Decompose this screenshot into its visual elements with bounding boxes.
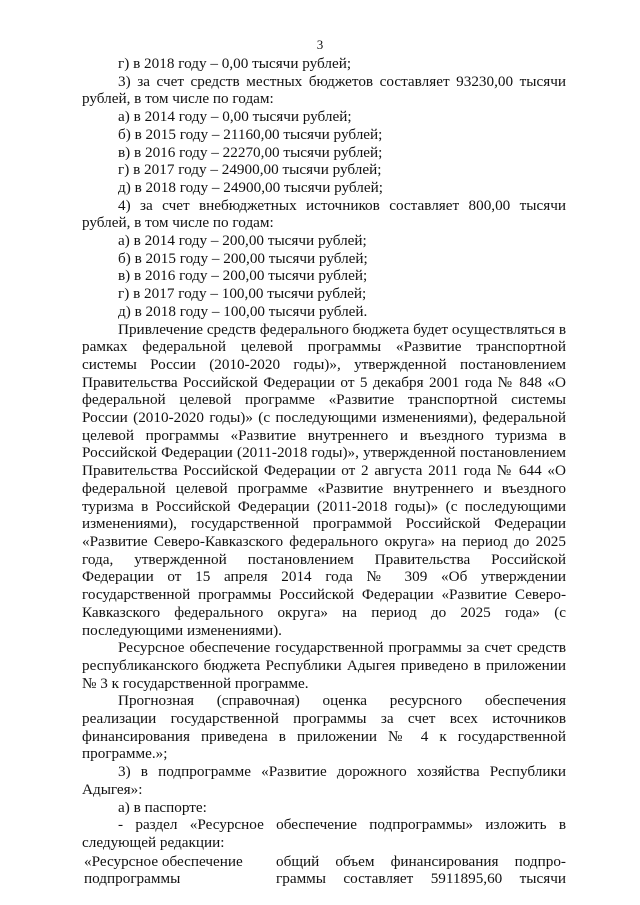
paragraph: а) в 2014 году – 200,00 тысячи рублей;: [118, 232, 367, 250]
paragraph: 4) за счет внебюджетных источников составляет 800,00 тысячи рублей, в том числе по годам:: [82, 196, 566, 232]
document-body: [82, 55, 566, 888]
table-cell-value: [276, 853, 566, 888]
paragraph: Прогнозная (справочная) оценка ресурсного обеспечения реализации государственной программы за счет всех источников финансирования приведена в приложении № 4 к государственной программе.»;: [82, 692, 566, 763]
paragraph: г) в 2017 году – 100,00 тысячи рублей;: [118, 285, 367, 303]
paragraph: б) в 2015 году – 200,00 тысячи рублей;: [118, 249, 368, 267]
paragraph: в) в 2016 году – 22270,00 тысячи рублей;: [118, 143, 383, 161]
paragraph: 3) за счет средств местных бюджетов составляет 93230,00 тысячи рублей, в том числе по годам:: [82, 72, 566, 108]
paragraph: б) в 2015 году – 21160,00 тысячи рублей;: [118, 125, 383, 143]
table-cell-label: «Ресурсное обеспечение подпрограммы: [84, 852, 243, 888]
paragraph: Ресурсное обеспечение государственной программы за счет средств республиканского бюджета Республики Адыгея приведено в приложении № 3 к государственной программе.: [82, 639, 566, 692]
table-cell-value-line: общий объем финансирования подпро-: [276, 852, 566, 870]
paragraph: д) в 2018 году – 24900,00 тысячи рублей;: [118, 178, 383, 196]
paragraph: в) в 2016 году – 200,00 тысячи рублей;: [118, 267, 368, 285]
paragraph: а) в 2014 году – 0,00 тысячи рублей;: [118, 108, 352, 126]
resource-table-row: [82, 853, 566, 888]
table-cell-value-line: граммы составляет 5911895,60 тысячи: [276, 870, 566, 888]
paragraph: Привлечение средств федерального бюджета будет осуществляться в рамках федеральной целевой программы «Развитие транспортной системы России (2010-2020 годы)», утвержденной постановлением Правительства Российской Федерации от 5 декабря 2001 года № 848 «О федеральной целевой программе «Развитие транспортной системы России (2010-2020 годы)» (с последующими изменениями), федеральной целевой программы «Развитие внутреннего и въездного туризма в Российской Федерации (2011-2018 годы)», утвержденной постановлением Правительства Российской Федерации от 2 августа 2011 года № 644 «О федеральной целевой программе «Развитие внутреннего и въездного туризма в Российской Федерации (2011-2018 годы)» (с последующими изменениями), государственной программой Российской Федерации «Развитие Северо-Кавказского федерального округа» на период до 2025 года, утвержденной постановлением Правительства Российской Федерации от 15 апреля 2014 года № 309 «Об утверждении государственной программы Российской Федерации «Развитие Северо-Кавказского федерального округа» на период до 2025 года» (с последующими изменениями).: [82, 320, 566, 639]
page-number: 3: [316, 37, 324, 52]
paragraph: г) в 2018 году – 0,00 тысячи рублей;: [118, 55, 352, 72]
paragraph: д) в 2018 году – 100,00 тысячи рублей.: [118, 302, 368, 320]
paragraph: - раздел «Ресурсное обеспечение подпрограммы» изложить в следующей редакции:: [82, 816, 566, 851]
paragraph: 3) в подпрограмме «Развитие дорожного хозяйства Республики Адыгея»:: [82, 763, 566, 798]
paragraph: г) в 2017 году – 24900,00 тысячи рублей;: [118, 161, 382, 179]
paragraph: а) в паспорте:: [118, 798, 207, 816]
